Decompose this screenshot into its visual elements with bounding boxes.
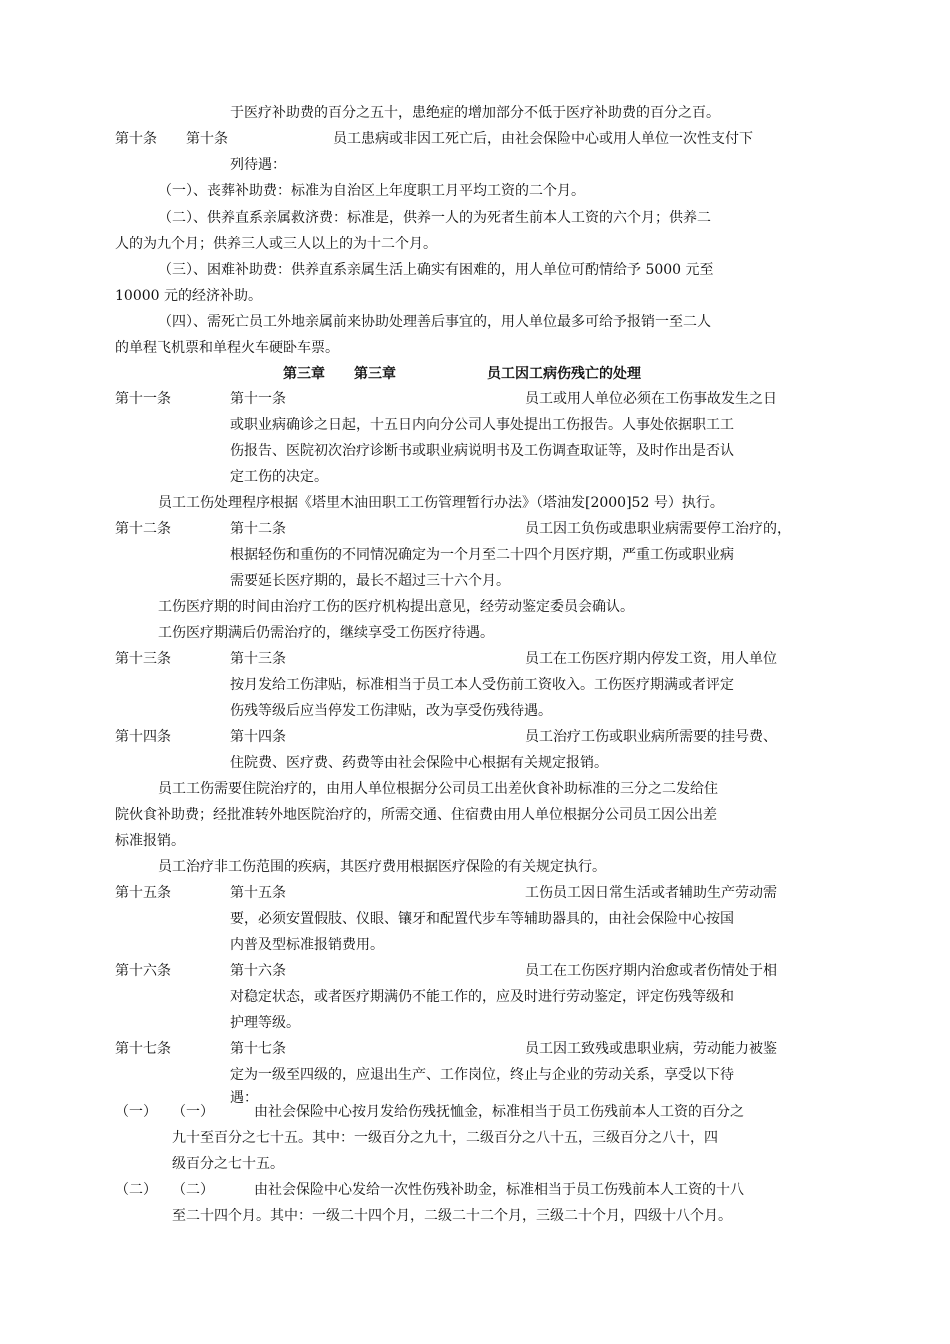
paragraph-line: 员工工伤需要住院治疗的，由用人单位根据分公司员工出差伙食补助标准的三分之二发给住 [158, 781, 718, 797]
article-text: 工伤员工因日常生活或者辅助生产劳动需 [525, 885, 777, 901]
list-number: （二） [115, 1182, 157, 1198]
paragraph-line: 列待遇： [230, 157, 286, 173]
list-number: （一） [172, 1104, 214, 1120]
list-number: （一） [115, 1104, 157, 1120]
article-heading: 第十二条 [230, 521, 286, 537]
article-number: 第十五条 [115, 885, 171, 901]
article-number: 第十四条 [115, 729, 171, 745]
article-number: 第十一条 [115, 391, 171, 407]
article-number: 第十六条 [115, 963, 171, 979]
article-text: 员工在工伤医疗期内治愈或者伤情处于相 [525, 963, 777, 979]
chapter-heading: 第三章 [354, 366, 396, 382]
article-heading: 第十三条 [230, 651, 286, 667]
paragraph-line: 院伙食补助费；经批准转外地医院治疗的，所需交通、住宿费由用人单位根据分公司员工因公出差 [115, 807, 717, 823]
article-text: 员工患病或非因工死亡后，由社会保险中心或用人单位一次性支付下 [333, 131, 753, 147]
paragraph-line: 要，必须安置假肢、仪眼、镶牙和配置代步车等辅助器具的，由社会保险中心按国 [230, 911, 734, 927]
paragraph-line: 或职业病确诊之日起，十五日内向分公司人事处提出工伤报告。人事处依据职工工 [230, 417, 734, 433]
list-number: （二） [172, 1182, 214, 1198]
article-heading: 第十条 [186, 131, 228, 147]
chapter-number: 第三章 [283, 366, 325, 382]
paragraph-line: 根据轻伤和重伤的不同情况确定为一个月至二十四个月医疗期，严重工伤或职业病 [230, 547, 734, 563]
paragraph-line: 员工工伤处理程序根据《塔里木油田职工工伤管理暂行办法》（塔油发[2000]52 号）执行。 [158, 495, 724, 511]
article-text: 员工治疗工伤或职业病所需要的挂号费、 [525, 729, 777, 745]
paragraph-line: 工伤医疗期满后仍需治疗的，继续享受工伤医疗待遇。 [158, 625, 494, 641]
paragraph-line: 九十至百分之七十五。其中：一级百分之九十，二级百分之八十五，三级百分之八十，四 [172, 1130, 718, 1146]
paragraph-line: 伤报告、医院初次治疗诊断书或职业病说明书及工伤调查取证等，及时作出是否认 [230, 443, 734, 459]
paragraph-line: 级百分之七十五。 [172, 1156, 284, 1172]
paragraph-line: 标准报销。 [115, 833, 185, 849]
paragraph-line: 定工伤的决定。 [230, 469, 328, 485]
paragraph-line: 至二十四个月。其中：一级二十四个月，二级二十二个月，三级二十个月，四级十八个月。 [172, 1208, 732, 1224]
paragraph-line: 伤残等级后应当停发工伤津贴，改为享受伤残待遇。 [230, 703, 552, 719]
paragraph-line: 定为一级至四级的，应退出生产、工作岗位，终止与企业的劳动关系，享受以下待 [230, 1067, 734, 1083]
list-item-text: 由社会保险中心发给一次性伤残补助金，标准相当于员工伤残前本人工资的十八 [254, 1182, 744, 1198]
chapter-title: 员工因工病伤残亡的处理 [487, 366, 641, 382]
paragraph-line: 对稳定状态，或者医疗期满仍不能工作的，应及时进行劳动鉴定，评定伤残等级和 [230, 989, 734, 1005]
list-item: （四）、需死亡员工外地亲属前来协助处理善后事宜的，用人单位最多可给予报销一至二人 [158, 314, 711, 330]
paragraph-line: 按月发给工伤津贴，标准相当于员工本人受伤前工资收入。工伤医疗期满或者评定 [230, 677, 734, 693]
article-heading: 第十六条 [230, 963, 286, 979]
article-heading: 第十一条 [230, 391, 286, 407]
article-heading: 第十五条 [230, 885, 286, 901]
paragraph-line: 员工治疗非工伤范围的疾病，其医疗费用根据医疗保险的有关规定执行。 [158, 859, 606, 875]
list-item: （三）、困难补助费：供养直系亲属生活上确实有困难的，用人单位可酌情给予 5000 元至 [158, 262, 714, 278]
paragraph-line: 内普及型标准报销费用。 [230, 937, 384, 953]
article-number: 第十条 [115, 131, 157, 147]
article-number: 第十三条 [115, 651, 171, 667]
paragraph-line: 10000 元的经济补助。 [115, 288, 262, 304]
article-number: 第十七条 [115, 1041, 171, 1057]
list-item: （一）、丧葬补助费：标准为自治区上年度职工月平均工资的二个月。 [158, 183, 585, 199]
article-number: 第十二条 [115, 521, 171, 537]
paragraph-line: 人的为九个月；供养三人或三人以上的为十二个月。 [115, 236, 437, 252]
paragraph-line: 于医疗补助费的百分之五十，患绝症的增加部分不低于医疗补助费的百分之百。 [230, 105, 720, 121]
paragraph-line: 遇： [230, 1090, 258, 1106]
paragraph-line: 需要延长医疗期的，最长不超过三十六个月。 [230, 573, 510, 589]
paragraph-line: 住院费、医疗费、药费等由社会保险中心根据有关规定报销。 [230, 755, 608, 771]
paragraph-line: 的单程飞机票和单程火车硬卧车票。 [115, 340, 339, 356]
paragraph-line: 工伤医疗期的时间由治疗工伤的医疗机构提出意见，经劳动鉴定委员会确认。 [158, 599, 634, 615]
article-text: 员工因工致残或患职业病，劳动能力被鉴 [525, 1041, 777, 1057]
list-item: （二）、供养直系亲属救济费：标准是，供养一人的为死者生前本人工资的六个月；供养二 [158, 210, 711, 226]
article-text: 员工在工伤医疗期内停发工资，用人单位 [525, 651, 777, 667]
paragraph-line: 护理等级。 [230, 1015, 300, 1031]
article-text: 员工因工负伤或患职业病需要停工治疗的， [525, 521, 791, 537]
article-heading: 第十七条 [230, 1041, 286, 1057]
article-heading: 第十四条 [230, 729, 286, 745]
article-text: 员工或用人单位必须在工伤事故发生之日 [525, 391, 777, 407]
list-item-text: 由社会保险中心按月发给伤残抚恤金，标准相当于员工伤残前本人工资的百分之 [254, 1104, 744, 1120]
